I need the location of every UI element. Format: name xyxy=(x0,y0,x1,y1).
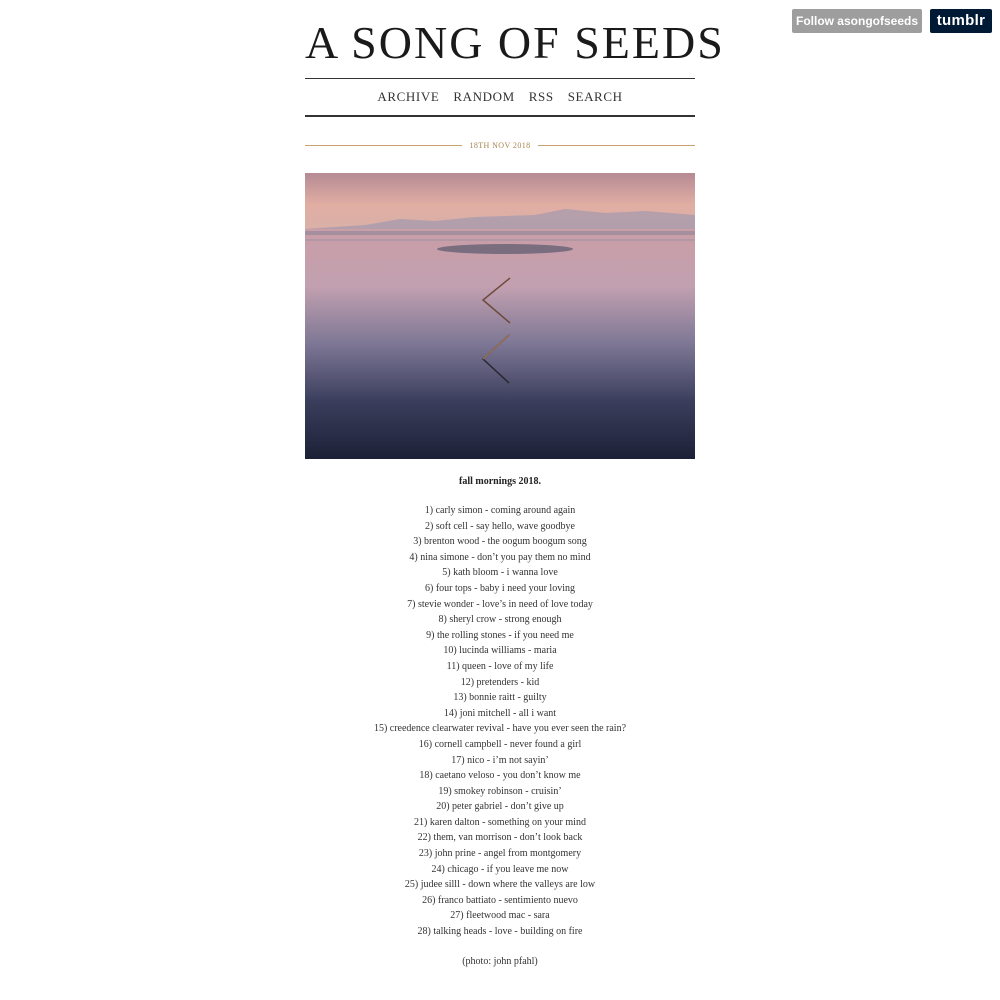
photo-shoreline xyxy=(305,231,695,235)
track-item: 4) nina simone - don’t you pay them no mind xyxy=(409,551,591,563)
track-item: 12) pretenders - kid xyxy=(460,676,540,688)
track-item: 1) carly simon - coming around again xyxy=(424,505,576,516)
track-item: 26) franco battiato - sentimiento nuevo xyxy=(422,894,578,906)
track-item: 24) chicago - if you leave me now xyxy=(431,863,569,875)
tumblr-logo-button[interactable]: tumblr xyxy=(930,9,992,33)
nav-rss[interactable]: RSS xyxy=(528,89,554,104)
nav-random[interactable]: RANDOM xyxy=(453,89,515,104)
track-item: 9) the rolling stones - if you need me xyxy=(426,629,574,641)
track-item: 2) soft cell - say hello, wave goodbye xyxy=(425,520,575,532)
post-photo[interactable] xyxy=(305,173,695,459)
track-item: 23) john prine - angel from montgomery xyxy=(418,848,582,860)
track-item: 19) smokey robinson - cruisin’ xyxy=(438,785,562,797)
track-item: 7) stevie wonder - love’s in need of love today xyxy=(407,598,593,610)
track-item: 25) judee silll - down where the valleys are low xyxy=(404,879,596,891)
photo-shoreline-2 xyxy=(305,239,695,241)
follow-button[interactable]: Follow asongofseeds xyxy=(792,9,922,33)
date-rule-left xyxy=(305,145,462,146)
track-item: 3) brenton wood - the oogum boogum song xyxy=(413,536,587,548)
track-item: 5) kath bloom - i wanna love xyxy=(442,567,558,579)
track-item: 16) cornell campbell - never found a girl xyxy=(418,738,582,750)
track-item: 6) four tops - baby i need your loving xyxy=(425,582,575,594)
track-item: 10) lucinda williams - maria xyxy=(443,645,557,657)
post-title: fall mornings 2018. xyxy=(459,476,541,487)
track-item: 13) bonnie raitt - guilty xyxy=(453,692,547,704)
nav-archive[interactable]: ARCHIVE xyxy=(377,89,440,104)
tracklist xyxy=(305,503,695,940)
track-item: 11) queen - love of my life xyxy=(446,660,554,672)
photo-sandbar xyxy=(437,244,573,254)
post-date[interactable]: 18TH NOV 2018 xyxy=(469,140,531,150)
track-item: 17) nico - i’m not sayin’ xyxy=(451,754,549,766)
track-item: 15) creedence clearwater revival - have you ever seen the rain? xyxy=(373,723,627,735)
date-rule-right xyxy=(538,145,695,146)
track-item: 20) peter gabriel - don’t give up xyxy=(436,801,564,813)
track-item: 18) caetano veloso - you don’t know me xyxy=(419,770,581,782)
nav-search[interactable]: SEARCH xyxy=(567,89,623,104)
track-item: 28) talking heads - love - building on fire xyxy=(417,926,583,938)
blog-column xyxy=(305,0,725,967)
track-item: 14) joni mitchell - all i want xyxy=(443,707,557,719)
site-title[interactable]: A SONG OF SEEDS xyxy=(305,17,725,68)
photo-credit: (photo: john pfahl) xyxy=(462,955,538,967)
post-date-row xyxy=(305,138,695,152)
track-item: 27) fleetwood mac - sara xyxy=(450,910,550,922)
main-nav xyxy=(305,78,695,117)
track-item: 22) them, van morrison - don’t look back xyxy=(417,832,583,844)
track-item: 21) karen dalton - something on your mind xyxy=(414,816,586,828)
track-item: 8) sheryl crow - strong enough xyxy=(438,614,562,626)
